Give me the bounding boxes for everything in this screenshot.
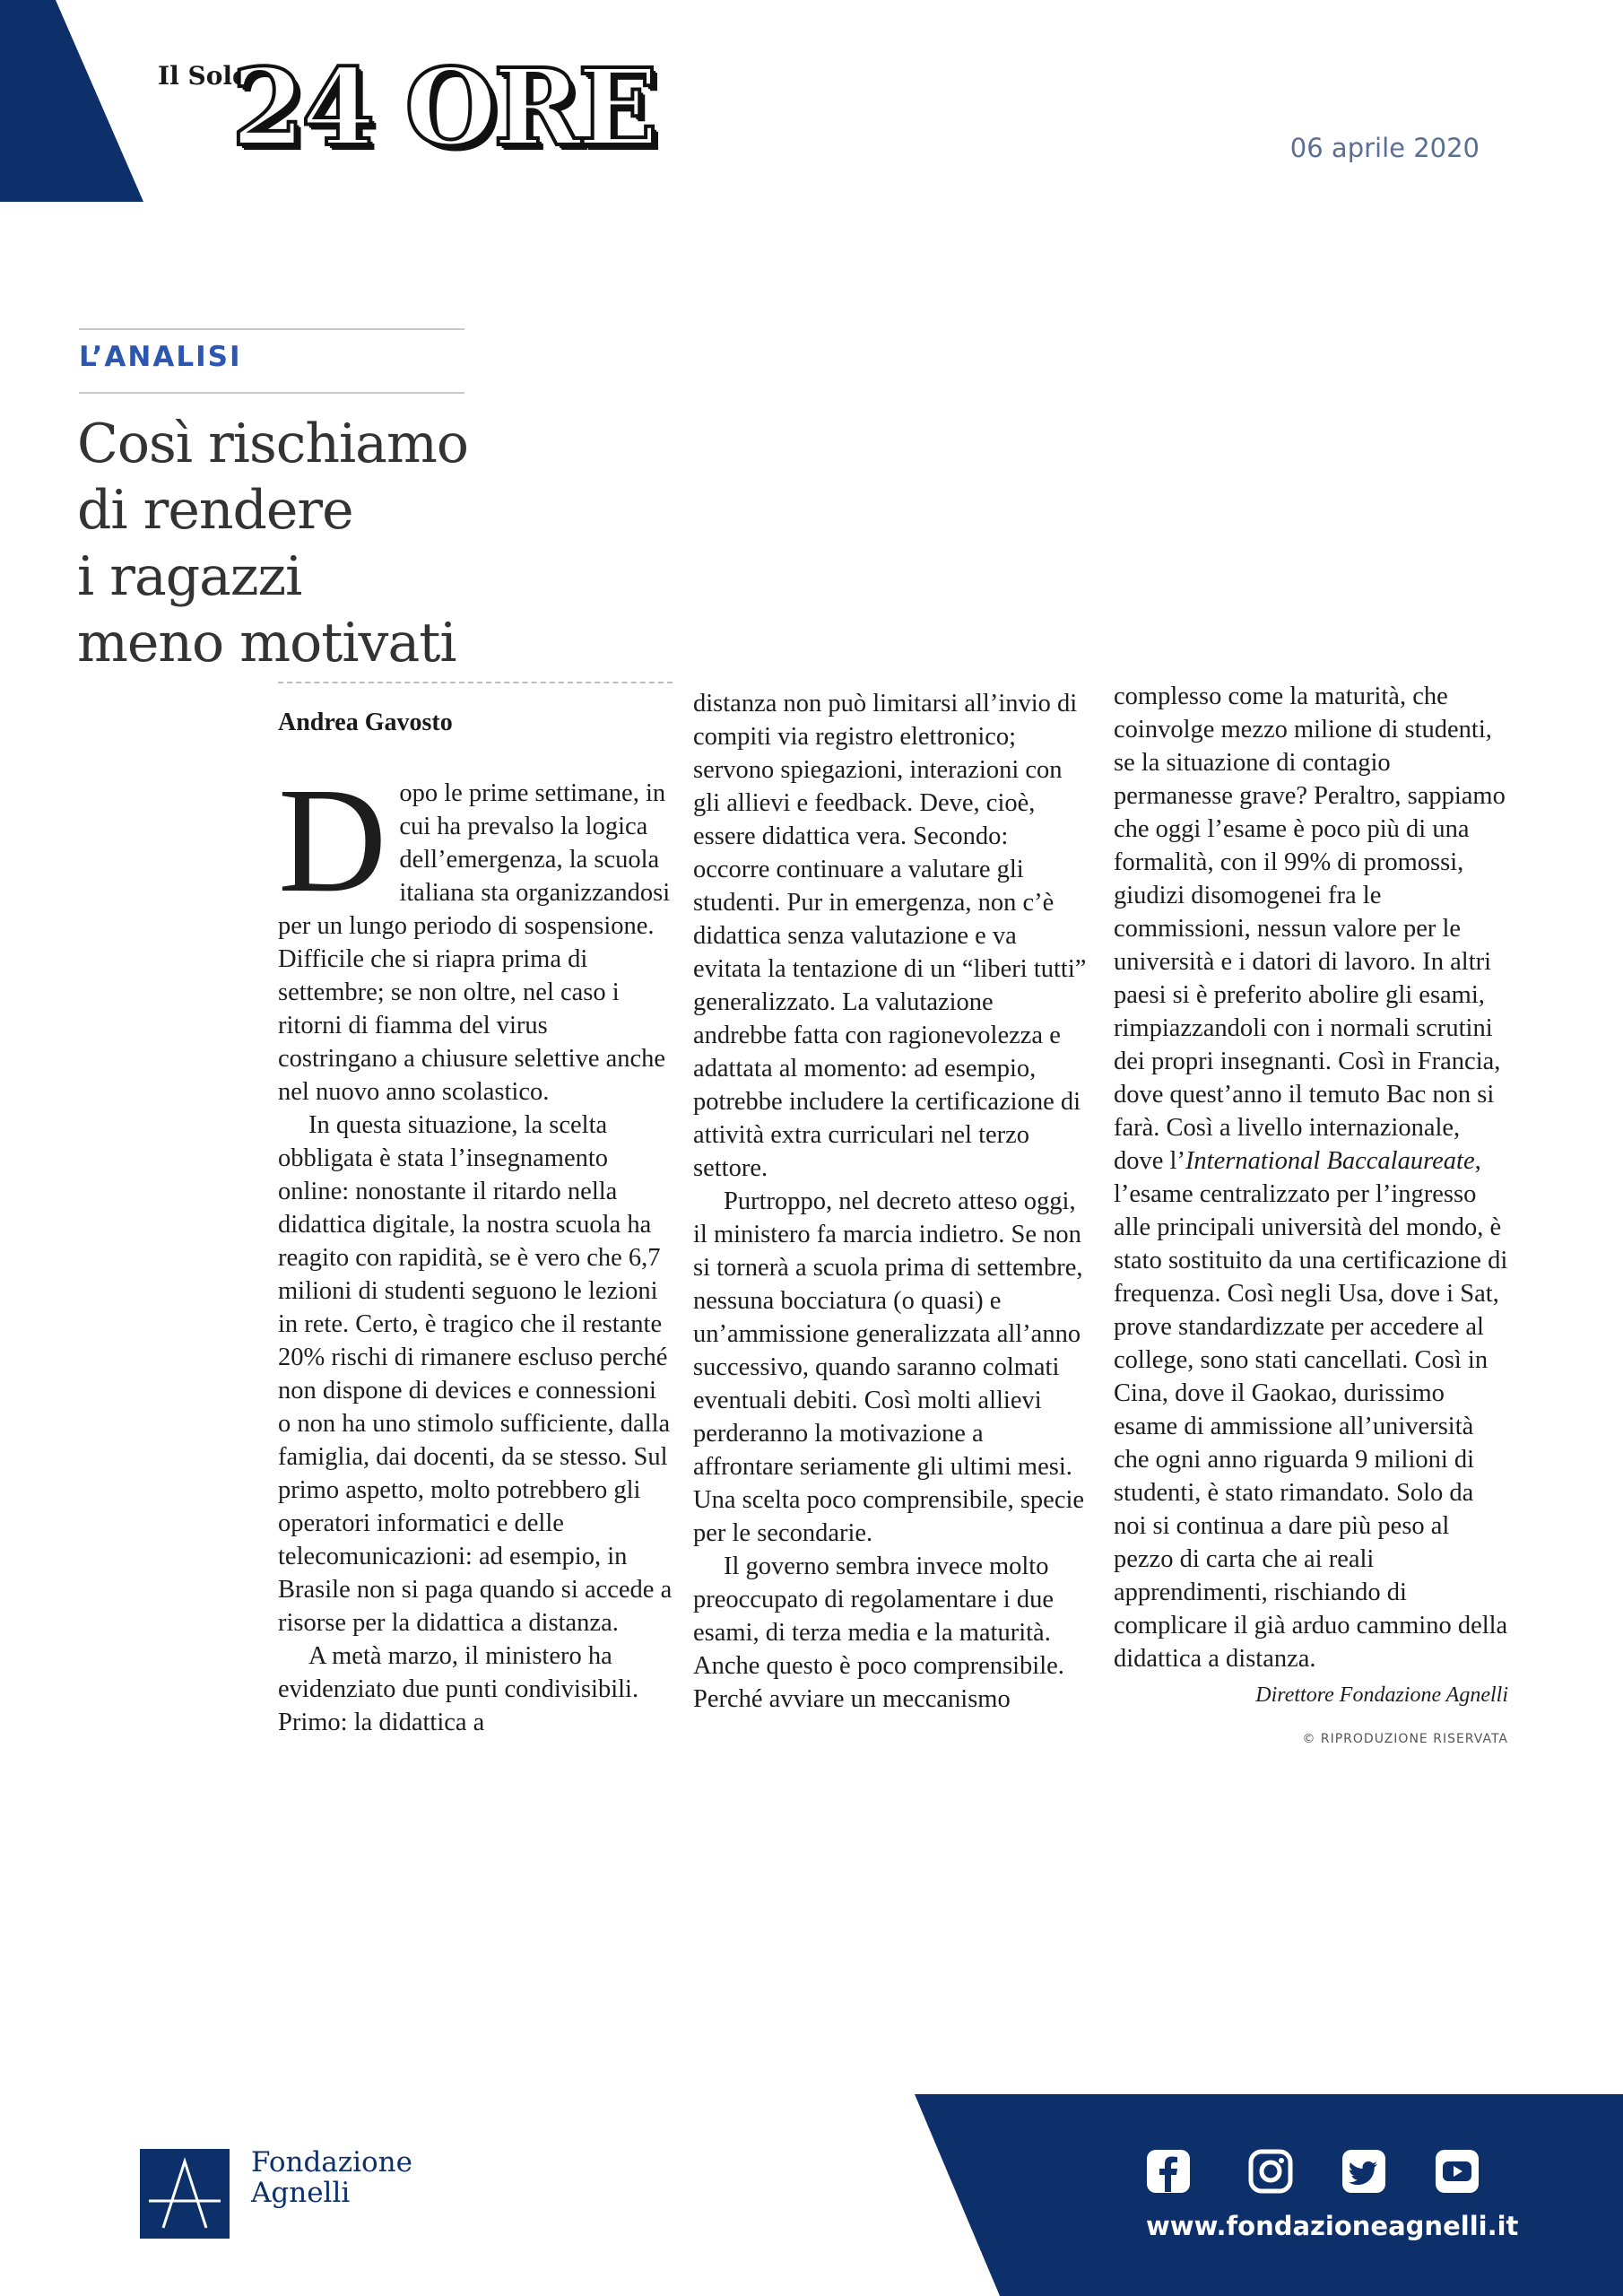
headline-line: i ragazzi bbox=[77, 545, 302, 608]
section-kicker: L’ANALISI bbox=[79, 341, 242, 373]
paragraph-text: complesso come la maturità, che coinvolge mezzo milione di studenti, se la situazione di contagio permanesse grave? Peraltro, sappiamo che oggi l’esame è poco più di una formalità, con il 99% di promossi, giudizi disomogenei fra le commissioni, nessun valore per le università e i datori di lavoro. In altri paesi si è preferito abolire gli esami, rimpiazzandoli con i normali scrutini dei propri insegnanti. Così in Francia, dove quest’anno il temuto Bac non si farà. Così a livello internazionale, dove l’ bbox=[1114, 683, 1506, 1175]
headline-line: meno motivati bbox=[77, 612, 456, 674]
paragraph-text: , l’esame centralizzato per l’ingresso alle principali università del mondo, è stato sostituito da una certificazione di frequenza. Così negli Usa, dove i Sat, prove standardizzate per accedere al college, sono stati cancellati. Così in Cina, dove il Gaokao, durissimo esame di ammissione all’università che ogni anno riguarda 9 milioni di studenti, è stato rimandato. Solo da noi si continua a dare più peso al pezzo di carta che ai reali apprendimenti, rischiando di complicare il già arduo cammino della didattica a distanza. bbox=[1114, 1147, 1508, 1673]
corner-decoration bbox=[0, 0, 143, 202]
paragraph: In questa situazione, la scelta obbligata è stata l’insegnamento online: nonostante il ritardo nella didattica digitale, la nostra scuola ha reagito con rapidità, se è vero che 6,7 milioni di studenti seguono le lezioni in rete. Certo, è tragico che il restante 20% rischi di rimanere escluso perché non dispone di devices e connessioni o non ha uno stimolo sufficiente, dalla famiglia, dai docenti, da se stesso. Sul primo aspetto, molto potrebbero gli operatori informatici e delle telecomunicazioni: ad esempio, in Brasile non si paga quando si accede a risorse per la didattica a distanza. bbox=[278, 1111, 673, 1637]
headline-line: Così rischiamo bbox=[77, 413, 468, 475]
copyright-notice: © RIPRODUZIONE RISERVATA bbox=[1302, 1732, 1508, 1746]
foundation-name-line: Fondazione bbox=[251, 2146, 412, 2179]
publication-date: 06 aprile 2020 bbox=[1289, 133, 1480, 163]
foundation-name-line: Agnelli bbox=[251, 2177, 351, 2209]
paragraph bbox=[278, 757, 673, 1109]
website-link[interactable]: www.fondazioneagnelli.it bbox=[1146, 2211, 1519, 2241]
article-column-2 bbox=[693, 687, 1088, 1716]
logo-a-icon bbox=[140, 2149, 230, 2239]
footer-band bbox=[915, 2094, 1623, 2296]
paragraph: distanza non può limitarsi all’invio di compiti via registro elettronico; servono spiegazioni, interazioni con gli allievi e feedback. Deve, cioè, essere didattica vera. Secondo: occorre continuare a valutare gli studenti. Pur in emergenza, non c’è didattica senza valutazione e va evitata la tentazione di un “liberi tutti” generalizzato. La valutazione andrebbe fatta con ragionevolezza e adattata al momento: ad esempio, potrebbe includere la certificazione di attività extra curriculari nel terzo settore. bbox=[693, 690, 1087, 1182]
paragraph: Purtroppo, nel decreto atteso oggi, il ministero fa marcia indietro. Se non si tornerà a scuola prima di settembre, nessuna bocciatura (o quasi) e un’ammissione generalizzata all’anno successivo, quando saranno colmati eventuali debiti. Così molti allievi perderanno la motivazione a affrontare seriamente gli ultimi mesi. Una scelta poco comprensibile, specie per le secondarie. bbox=[693, 1187, 1085, 1547]
paragraph: Il governo sembra invece molto preoccupato di regolamentare i due esami, di terza media e la maturità. Anche questo è poco comprensibile. Perché avviare un meccanismo bbox=[693, 1552, 1064, 1713]
fondazione-agnelli-logo-icon[interactable] bbox=[140, 2149, 230, 2239]
article-headline bbox=[77, 411, 499, 676]
headline-line: di rendere bbox=[77, 479, 353, 542]
author-signature: Direttore Fondazione Agnelli bbox=[1255, 1683, 1508, 1707]
paragraph-emphasis: International Baccalaureate bbox=[1185, 1147, 1475, 1175]
article-byline: Andrea Gavosto bbox=[278, 709, 453, 736]
paragraph-text: opo le prime settimane, in cui ha prevalso la logica dell’emergenza, la scuola italiana sta organizzandosi per un lungo periodo di sospensione. Difficile che si riapra prima di settembre; se non oltre, nel caso i ritorni di fiamma del virus costringano a chiusure selettive anche nel nuovo anno scolastico. bbox=[278, 779, 671, 1106]
twitter-icon[interactable] bbox=[1341, 2149, 1386, 2194]
youtube-icon[interactable] bbox=[1435, 2149, 1480, 2194]
foundation-name bbox=[251, 2147, 412, 2208]
kicker-rule-bottom bbox=[79, 392, 464, 394]
masthead-small: Il Sole bbox=[158, 61, 248, 91]
paragraph: A metà marzo, il ministero ha evidenziato due punti condivisibili. Primo: la didattica a bbox=[278, 1642, 639, 1736]
paragraph bbox=[1114, 680, 1508, 1675]
article-column-3 bbox=[1114, 680, 1508, 1756]
instagram-icon[interactable] bbox=[1248, 2149, 1293, 2194]
masthead-logo: 24 ORE bbox=[231, 45, 655, 170]
headline-divider bbox=[278, 682, 673, 683]
drop-cap: D bbox=[278, 757, 387, 924]
facebook-icon[interactable] bbox=[1146, 2149, 1191, 2194]
kicker-rule-top bbox=[79, 328, 464, 330]
article-column-1 bbox=[278, 757, 673, 1739]
